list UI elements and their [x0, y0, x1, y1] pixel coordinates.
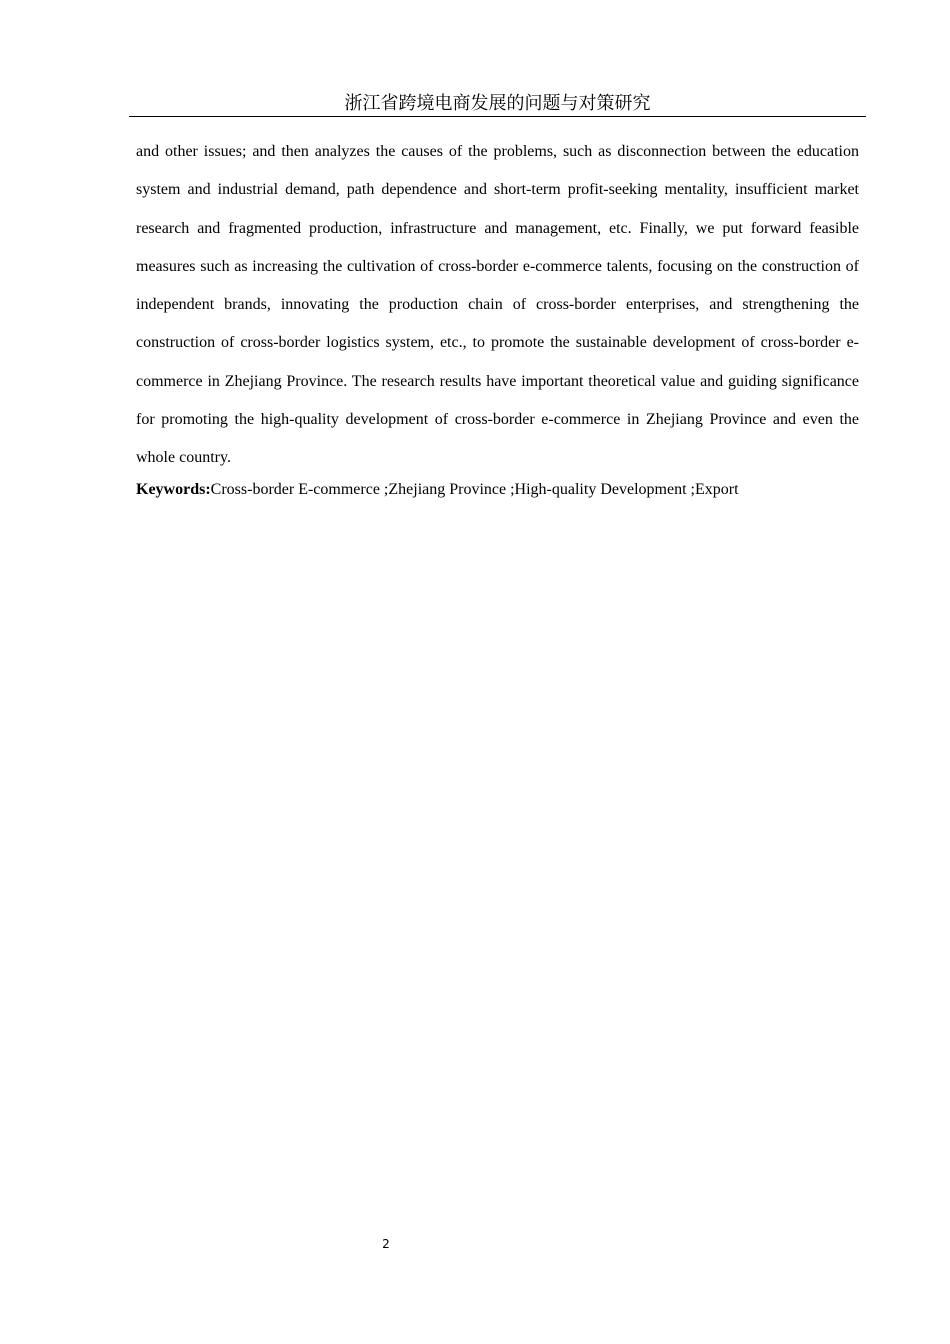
page-number: 2: [382, 1237, 390, 1251]
abstract-paragraph: and other issues; and then analyzes the causes of the problems, such as disconnection between the education system and industrial demand, path dependence and short-term profit-seeking mentality, insufficient market research and fragmented production, infrastructure and management, etc. Finally, we put forward feasible measures such as increasing the cultivation of cross-border e-commerce talents, focusing on the construction of independent brands, innovating the production chain of cross-border enterprises, and strengthening the construction of cross-border logistics system, etc., to promote the sustainable development of cross-border e-commerce in Zhejiang Province. The research results have important theoretical value and guiding significance for promoting the high-quality development of cross-border e-commerce in Zhejiang Province and even the whole country.: [136, 143, 859, 467]
keywords-value: Cross-border E-commerce ;Zhejiang Province ;High-quality Development ;Export: [210, 481, 739, 498]
header-title: 浙江省跨境电商发展的问题与对策研究: [344, 93, 651, 113]
running-header: [129, 92, 866, 117]
keywords-line: [136, 478, 859, 502]
keywords-label: Keywords:: [136, 481, 211, 498]
